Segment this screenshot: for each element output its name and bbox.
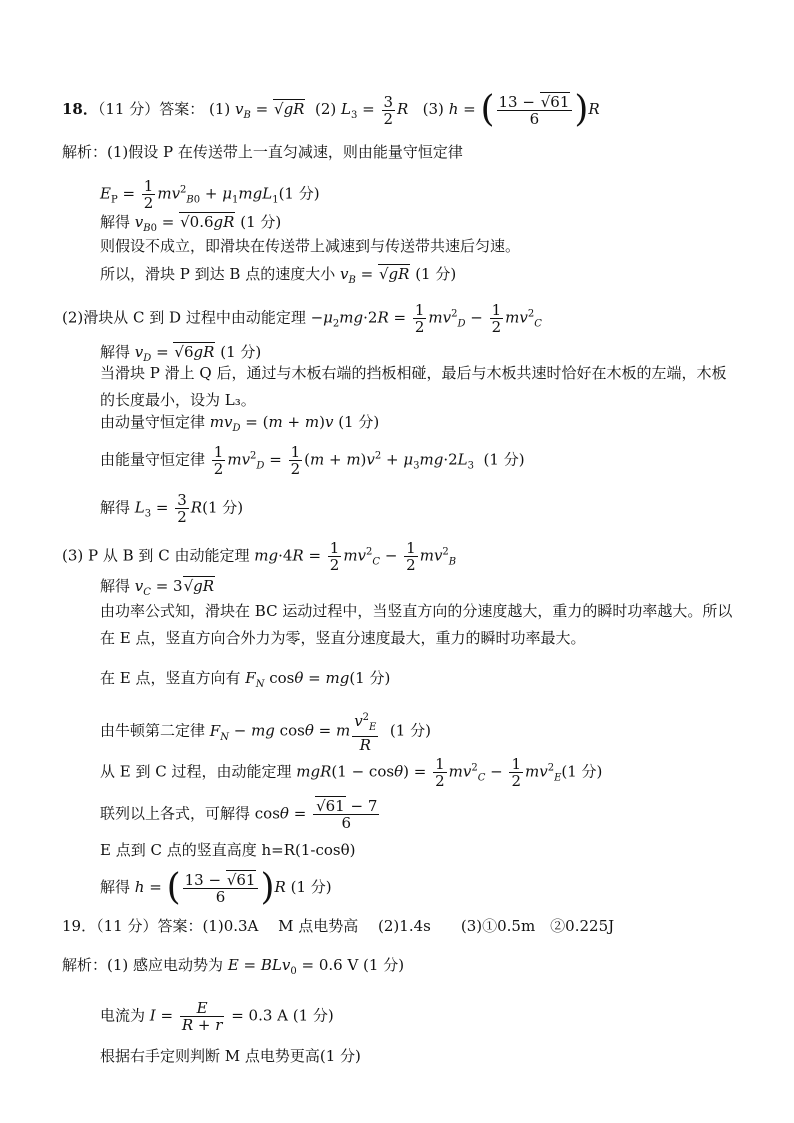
q19-answer-line: 19．（11 分）答案：(1)0.3A M 点电势高 (2)1.4s (3)①0.5m ②0.225J: [62, 917, 615, 935]
q18-vc-result: 解得 $v_C = 3√gR$: [100, 577, 215, 598]
q18-ans1-label: (1): [209, 100, 231, 118]
q18-ans3-label: (3): [422, 100, 444, 118]
solve-label: 解得: [100, 878, 131, 896]
q18-p2-intro: (2)滑块从 C 到 D 过程中由动能定理: [62, 308, 306, 327]
q18-l3-result: 解得 $L_3$ = $\frac{3}{2}$ R(1 分): [100, 491, 244, 526]
momentum-label: 由动量守恒定律: [100, 413, 206, 431]
q18-ans2-formula: $L_3$ = $\frac{3}{2}$ R: [341, 92, 409, 128]
q18-points: （11 分）答案：: [97, 100, 205, 118]
q18-p1-intro: (1)假设 P 在传送带上一直匀减速，则由能量守恒定律: [107, 143, 463, 161]
score: (1 分): [240, 213, 282, 231]
q19-analysis-label: 解析：(1) 感应电动势为: [62, 956, 224, 974]
score: (1 分): [561, 762, 603, 781]
q18-ans2-label: (2): [315, 100, 337, 118]
score: (1 分): [202, 498, 244, 517]
q18-number: 18．: [62, 100, 98, 118]
current-label: 电流为: [100, 1006, 146, 1025]
q18-at-E-eq: 在 E 点，竖直方向有 $F_N$ cosθ = mg(1 分): [100, 669, 391, 690]
solve-label: 解得: [100, 213, 131, 231]
E-to-C-label: 从 E 到 C 过程，由动能定理: [100, 762, 292, 781]
score: (1 分): [220, 343, 262, 361]
q18-momentum-eq: 由动量守恒定律 $mv_D = (m + m)v$ (1 分): [100, 413, 380, 434]
solve-label: 解得: [100, 577, 131, 595]
q18-ans1-formula: $v_B = √gR$: [235, 100, 305, 121]
q18-p1-speed: 所以，滑块 P 到达 B 点的速度大小: [100, 265, 336, 283]
q18-p1-conclusion: 则假设不成立，即滑块在传送带上减速到与传送带共速后匀速。: [100, 237, 521, 255]
score: (1 分): [389, 721, 431, 740]
q18-vb-result: 所以，滑块 P 到达 B 点的速度大小 $v_B = √gR$ (1 分): [100, 265, 457, 286]
score: (1 分): [278, 184, 320, 203]
score: (1 分): [483, 450, 525, 469]
q18-p3-intro: (3) P 从 B 到 C 由动能定理: [62, 546, 250, 565]
q18-newton-eq: 由牛顿第二定律 $F_N$ − mg cosθ = m $\frac{v^2_E}{R}$ (1 分): [100, 712, 431, 754]
q18-answer-line: [62, 89, 600, 130]
newton-label: 由牛顿第二定律: [100, 721, 206, 740]
at-E-label: 在 E 点，竖直方向有: [100, 669, 241, 687]
score: (1 分): [349, 669, 391, 687]
score: (1 分): [292, 1006, 334, 1025]
analysis-label: 解析：: [62, 143, 108, 161]
combine-label: 联列以上各式，可解得: [100, 804, 251, 823]
q19-emf-eq: 解析：(1) 感应电动势为 E = BLv$_0$ = 0.6 V (1 分): [62, 956, 405, 977]
score: (1 分): [290, 878, 332, 896]
q18-cos-result: 联列以上各式，可解得 cosθ = $\frac{√61 - 7}{6}$: [100, 797, 378, 832]
q19-rhr-note: 根据右手定则判断 M 点电势更高(1 分): [100, 1047, 361, 1065]
q18-vd-result: 解得 $v_D = √6gR$ (1 分): [100, 343, 262, 364]
q18-p2-theorem: (2)滑块从 C 到 D 过程中由动能定理 $-\mu_2mg\cdot 2R$ = $\frac{1}{2}$ $mv^2_D$ − $\frac{1}{2}$ $mv^2_C$: [62, 301, 542, 336]
q18-energy-eq: $E_P$ = $\frac{1}{2}$ $mv^2_{B0} + \mu_1mgL_1(1$ 分): [100, 177, 320, 212]
q18-height-note: E 点到 C 点的竖直高度 h=R(1-cosθ): [100, 841, 356, 859]
score: (1 分): [363, 956, 405, 974]
score: (1 分): [415, 265, 457, 283]
score: (1 分): [338, 413, 380, 431]
q18-E-to-C-eq: 从 E 到 C 过程，由动能定理 mgR(1 − cosθ) = $\frac{1}{2}$ $mv^2_C$ − $\frac{1}{2}$ $mv^2_E(1$ 分): [100, 755, 603, 790]
q18-ans3-formula: h = ( $\frac{13 - √61}{6}$ )R: [448, 89, 600, 130]
q18-h-result: 解得 h = ( $\frac{13 - √61}{6}$ )R (1 分): [100, 867, 332, 908]
solve-label: 解得: [100, 343, 131, 361]
q18-vb0-result: 解得 $v_{B0} = √0.6gR$ (1 分): [100, 213, 282, 234]
solve-label: 解得: [100, 498, 131, 517]
q18-energy2-eq: 由能量守恒定律 $\frac{1}{2}$ $mv^2_D$ = $\frac{1}{2}$ $(m + m)v^2 + \mu_3mg\cdot 2L_3$ (1 分): [100, 443, 525, 478]
energy-label: 由能量守恒定律: [100, 450, 206, 469]
q18-p2-case: 当滑块 P 滑上 Q 后，通过与木板右端的挡板相碰，最后与木板共速时恰好在木板的左端，木板的长度最小，设为 L₃。: [100, 364, 727, 409]
q18-p3-theorem: (3) P 从 B 到 C 由动能定理 mg·4R = $\frac{1}{2}$ $mv^2_C$ − $\frac{1}{2}$ $mv^2_B$: [62, 539, 457, 574]
q18-power-note: 由功率公式知，滑块在 BC 运动过程中，当竖直方向的分速度越大，重力的瞬时功率越大。所以在 E 点，竖直方向合外力为零，竖直分速度最大，重力的瞬时功率最大。: [100, 602, 733, 647]
q19-current-eq: 电流为 I = $\frac{E}{R + r}$ = 0.3 A (1 分): [100, 999, 334, 1034]
q18-analysis-intro: [62, 142, 463, 162]
